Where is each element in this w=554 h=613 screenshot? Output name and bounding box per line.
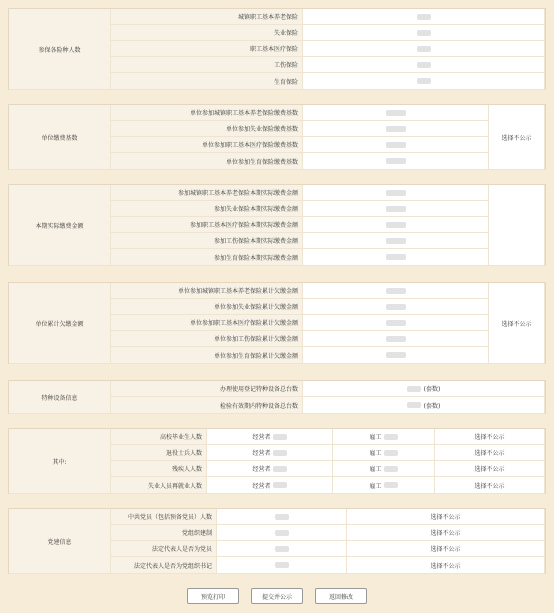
row-label: 失业保险	[111, 25, 303, 41]
redacted-value	[386, 238, 406, 244]
row-label: 党组织建制	[111, 525, 217, 541]
row-label: 参加工伤保险本期实际缴费金额	[111, 233, 303, 249]
group-label: 单位缴费基数	[9, 105, 111, 170]
value-cell	[217, 525, 347, 541]
section-actual-payment	[8, 184, 546, 266]
section-special-equipment	[8, 380, 546, 414]
row-label: 失业人员再就业人数	[111, 477, 207, 494]
redacted-value	[384, 482, 398, 488]
row-label: 单位参加失业保险累计欠缴金额	[111, 299, 303, 315]
redacted-value	[417, 46, 431, 52]
value-cell	[303, 397, 545, 414]
redacted-value	[386, 142, 406, 148]
option-column	[489, 185, 545, 266]
redacted-value	[386, 158, 406, 164]
value-cell	[303, 153, 489, 170]
redacted-value	[417, 62, 431, 68]
operator-cell: 经营者	[207, 445, 333, 461]
redacted-value	[407, 386, 421, 392]
value-cell	[303, 185, 489, 201]
value-cell	[217, 541, 347, 557]
row-label: 城镇职工基本养老保险	[111, 9, 303, 25]
group-label: 党建信息	[9, 509, 111, 574]
privacy-option[interactable]: 选择不公示	[347, 557, 545, 574]
section-party-building	[8, 508, 546, 574]
value-cell	[303, 41, 545, 57]
row-label: 中共党员（包括预备党员）人数	[111, 509, 217, 525]
group-label: 特种设备信息	[9, 381, 111, 414]
row-label: 参加城镇职工基本养老保险本期实际缴费金额	[111, 185, 303, 201]
value-cell	[303, 315, 489, 331]
redacted-value	[275, 546, 289, 552]
redacted-value	[386, 126, 406, 132]
privacy-option[interactable]: 选择不公示	[435, 429, 545, 445]
redacted-value	[386, 222, 406, 228]
row-label: 办理使用登记特种设备总台数	[111, 381, 303, 397]
value-cell	[303, 381, 545, 397]
row-label: 工伤保险	[111, 57, 303, 73]
row-label: 生育保险	[111, 73, 303, 90]
row-label: 参加生育保险本期实际缴费金额	[111, 249, 303, 266]
redacted-value	[386, 110, 406, 116]
operator-cell: 经营者	[207, 461, 333, 477]
row-label: 单位参加城镇职工基本养老保险累计欠缴金额	[111, 283, 303, 299]
value-cell	[303, 331, 489, 347]
row-label: 退役士兵人数	[111, 445, 207, 461]
redacted-value	[407, 402, 421, 408]
value-cell	[217, 557, 347, 574]
value-cell	[303, 57, 545, 73]
value-cell	[303, 25, 545, 41]
unit-label: (套数)	[423, 386, 441, 393]
redacted-value	[275, 514, 289, 520]
group-label: 单位累计欠缴金额	[9, 283, 111, 364]
employee-cell: 雇工	[333, 461, 435, 477]
row-label: 单位参加城镇职工基本养老保险缴费基数	[111, 105, 303, 121]
row-label: 残疾人人数	[111, 461, 207, 477]
section-contribution-base	[8, 104, 546, 170]
row-label: 参加职工基本医疗保险本期实际缴费金额	[111, 217, 303, 233]
operator-cell: 经营者	[207, 429, 333, 445]
back-edit-button[interactable]: 返回修改	[315, 588, 367, 604]
value-cell	[303, 217, 489, 233]
unit-label: (套数)	[423, 402, 441, 410]
redacted-value	[386, 304, 406, 310]
group-label: 参保各险种人数	[9, 9, 111, 90]
group-label: 本期实际缴费金额	[9, 185, 111, 266]
value-cell	[303, 249, 489, 266]
privacy-option[interactable]: 选择不公示	[435, 461, 545, 477]
value-cell	[303, 73, 545, 90]
row-label: 职工基本医疗保险	[111, 41, 303, 57]
row-label: 单位参加职工基本医疗保险累计欠缴金额	[111, 315, 303, 331]
value-cell	[303, 9, 545, 25]
redacted-value	[417, 78, 431, 84]
privacy-option[interactable]: 选择不公示	[489, 283, 545, 364]
row-label: 法定代表人是否为党组织书记	[111, 557, 217, 574]
redacted-value	[275, 562, 289, 568]
value-cell	[303, 299, 489, 315]
redacted-value	[273, 434, 287, 440]
employee-cell: 雇工	[333, 429, 435, 445]
redacted-value	[273, 482, 287, 488]
privacy-option[interactable]: 选择不公示	[435, 445, 545, 461]
privacy-option[interactable]: 选择不公示	[435, 477, 545, 494]
value-cell	[303, 201, 489, 217]
value-cell	[303, 121, 489, 137]
submit-publish-button[interactable]: 提交并公示	[251, 588, 303, 604]
operator-cell: 经营者	[207, 477, 333, 494]
value-cell	[303, 233, 489, 249]
section-arrears	[8, 282, 546, 364]
group-label: 其中:	[9, 429, 111, 494]
privacy-option[interactable]: 选择不公示	[347, 525, 545, 541]
redacted-value	[273, 450, 287, 456]
employee-cell: 雇工	[333, 445, 435, 461]
value-cell	[303, 347, 489, 364]
privacy-option[interactable]: 选择不公示	[489, 105, 545, 170]
row-label: 参加失业保险本期实际缴费金额	[111, 201, 303, 217]
redacted-value	[386, 288, 406, 294]
redacted-value	[386, 190, 406, 196]
redacted-value	[386, 352, 406, 358]
row-label: 高校毕业生人数	[111, 429, 207, 445]
redacted-value	[384, 466, 398, 472]
row-label: 单位参加失业保险缴费基数	[111, 121, 303, 137]
section-employment-breakdown	[8, 428, 546, 494]
row-label: 单位参加职工基本医疗保险缴费基数	[111, 137, 303, 153]
redacted-value	[386, 254, 406, 260]
redacted-value	[386, 336, 406, 342]
redacted-value	[275, 530, 289, 536]
redacted-value	[417, 30, 431, 36]
row-label: 单位参加生育保险累计欠缴金额	[111, 347, 303, 364]
privacy-option[interactable]: 选择不公示	[347, 509, 545, 525]
redacted-value	[386, 320, 406, 326]
row-label: 法定代表人是否为党员	[111, 541, 217, 557]
privacy-option[interactable]: 选择不公示	[347, 541, 545, 557]
redacted-value	[417, 14, 431, 20]
employee-cell: 雇工	[333, 477, 435, 494]
row-label: 检验有效期内特种设备总台数	[111, 397, 303, 414]
value-cell	[303, 105, 489, 121]
value-cell	[217, 509, 347, 525]
redacted-value	[384, 450, 398, 456]
row-label: 单位参加工伤保险累计欠缴金额	[111, 331, 303, 347]
value-cell	[303, 137, 489, 153]
action-bar	[0, 588, 554, 604]
value-cell	[303, 283, 489, 299]
section-insured-count	[8, 8, 546, 90]
redacted-value	[384, 434, 398, 440]
preview-print-button[interactable]: 预览打印	[187, 588, 239, 604]
redacted-value	[273, 466, 287, 472]
row-label: 单位参加生育保险缴费基数	[111, 153, 303, 170]
redacted-value	[386, 206, 406, 212]
